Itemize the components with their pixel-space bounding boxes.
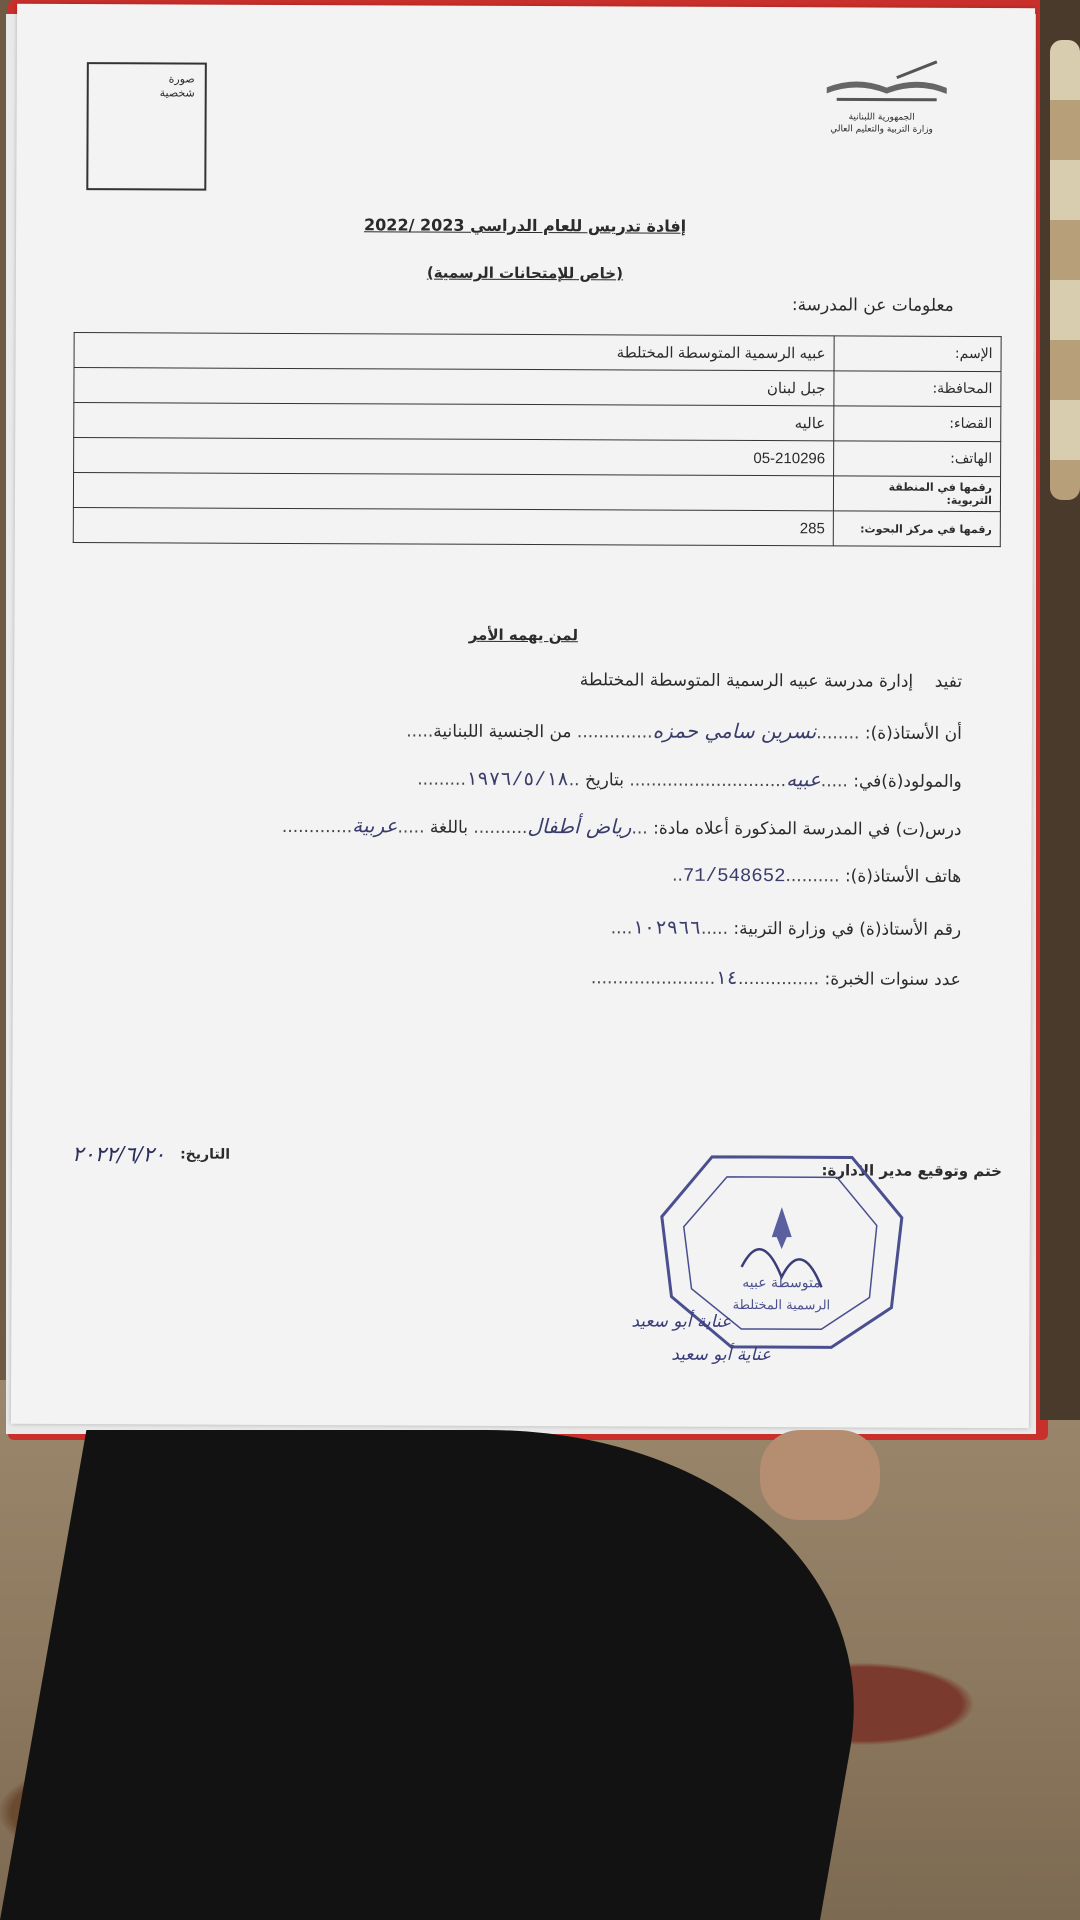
subject-value: رياض أطفال (527, 814, 632, 839)
table-row (74, 333, 1001, 372)
side-decoration (1050, 40, 1080, 500)
table-value: عاليه (74, 403, 834, 441)
stamp-signature-label: ختم وتوقيع مدير الادارة: (821, 1161, 1003, 1181)
school-info-table (73, 332, 1002, 547)
table-label: رقمها في المنطقة التربوية: (833, 476, 1000, 512)
ministry-no-prefix: رقم الأستاذ(ة) في وزارة التربية: (733, 918, 962, 940)
born-prefix: والمولود(ة)في: (853, 771, 962, 792)
nationality-text: من الجنسية اللبنانية (433, 721, 572, 743)
table-label: الهاتف: (834, 441, 1001, 477)
ministry-no-value: ١٠٢٩٦٦ (632, 917, 702, 940)
table-label: المحافظة: (834, 371, 1001, 407)
certificate-title: إفادة تدريس للعام الدراسي 2023 /2022 (364, 215, 687, 236)
table-row (74, 368, 1001, 407)
table-label: رقمها في مركز البحوث: (833, 511, 1000, 547)
notify-line (580, 670, 962, 692)
hand-skin (760, 1430, 880, 1520)
table-row (74, 438, 1001, 477)
ministry-header (797, 111, 967, 136)
table-value (73, 473, 833, 511)
table-value: 285 (73, 508, 833, 546)
phone-value: 71/548652 (682, 864, 786, 888)
experience-value: ١٤ (715, 967, 739, 990)
table-row (73, 473, 1000, 512)
taught-prefix: درس(ت) في المدرسة المذكورة أعلاه مادة: (653, 818, 962, 840)
subject-line: درس(ت) في المدرسة المذكورة أعلاه مادة: ...رياض أطفال.......... باللغة .....عربية............. (281, 813, 962, 840)
ministry-line1: الجمهورية اللبنانية (848, 112, 915, 123)
phone-line: هاتف الأستاذ(ة): ..........71/548652.. (672, 864, 962, 888)
table-row (74, 403, 1001, 442)
to-whom-heading: لمن يهمه الأمر (468, 625, 579, 645)
experience-prefix: عدد سنوات الخبرة: (824, 969, 961, 990)
table-row (73, 508, 1000, 547)
table-label: القضاء: (834, 406, 1001, 442)
table-value: 05-210296 (74, 438, 834, 476)
language-prefix: باللغة (429, 817, 469, 838)
ministry-book-logo-icon (817, 57, 957, 118)
table-value: عبيه الرسمية المتوسطة المختلطة (74, 333, 834, 371)
photo-label-line2: شخصية (159, 86, 195, 100)
teacher-prefix: أن الأستاذ(ة): (864, 723, 962, 744)
born-date: ١٩٧٦/٥/١٨ (465, 768, 569, 792)
notify-word: تفيد (934, 671, 963, 692)
experience-line: عدد سنوات الخبرة: ...............١٤....................... (590, 967, 961, 990)
photo-label-line1: صورة (168, 72, 195, 86)
photo-placeholder (86, 62, 207, 191)
stamp-text-1: متوسطة عبيه (742, 1274, 821, 1292)
ministry-line2: وزارة التربية والتعليم العالي (830, 124, 933, 135)
language-value: عربية (352, 813, 398, 838)
table-value: جبل لبنان (74, 368, 834, 406)
table-label: الإسم: (834, 336, 1001, 372)
signer-name-line2: عناية أبو سعيد (671, 1344, 772, 1366)
ministry-number-line: رقم الأستاذ(ة) في وزارة التربية: .....١٠٢٩٦٦.... (610, 917, 962, 940)
certificate-subtitle: (خاص للإمتحانات الرسمية) (426, 263, 624, 283)
date-value: ٢٠٢٢/٦/٢٠ (72, 1142, 166, 1167)
born-date-prefix: بتاريخ (584, 770, 625, 791)
date-label: التاريخ: (180, 1146, 231, 1163)
birth-line: والمولود(ة)في: .....عبيه............................. بتاريخ ..١٩٧٦/٥/١٨......... (417, 767, 962, 792)
teacher-line: أن الأستاذ(ة): ........نسرين سامي حمزه.............. من الجنسية اللبنانية..... (406, 718, 962, 744)
born-place: عبيه (786, 767, 821, 792)
stamp-text-2: الرسمية المختلطة (732, 1297, 831, 1314)
admin-text: إدارة مدرسة عبيه الرسمية المتوسطة المختلطة (579, 670, 914, 692)
school-info-label: معلومات عن المدرسة: (791, 295, 954, 316)
teacher-name: نسرين سامي حمزه (652, 718, 817, 744)
certificate-document (11, 4, 1035, 1428)
signer-name-line1: عناية أبو سعيد (631, 1311, 732, 1332)
phone-prefix: هاتف الأستاذ(ة): (844, 866, 962, 887)
